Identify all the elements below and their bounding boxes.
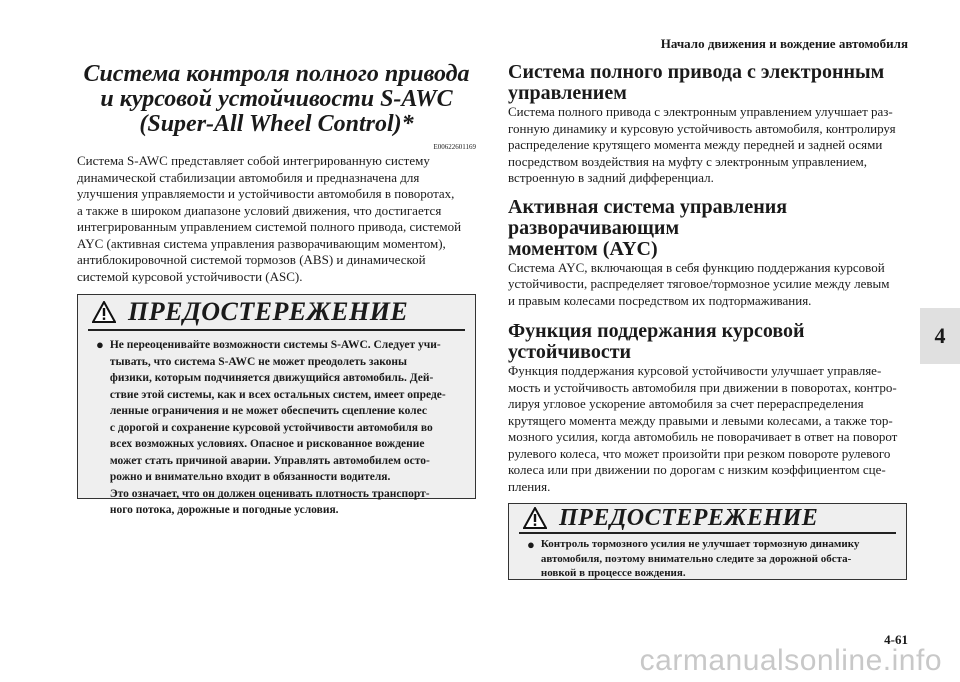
left-column (77, 61, 476, 516)
watermark: carmanualsonline.info (639, 644, 942, 677)
main-title (77, 62, 476, 137)
section-heading: Система полного привода с электронным управлением (508, 61, 885, 104)
warning-text: Не переоценивайте возможности системы S-AWC. Следует учи- тывать, что система S-AWC не может преодолеть законы физики, которым подчиняется движущийся автомобиль. Дей- ствие этой системы, как и всех остальных систем, имеет опреде- ленные ограничения и не может обеспечить сцепление колес с дорогой и сохранение курсовой устойчивости автомобиля во всех возможных условиях. Опасное и рискованное вождение может стать причиной аварии. Управлять автомобилем осто- рожно и внимательно входит в обязанности водителя. Это означает, что он должен оценивать плотность транспорт- ного потока, дорожные и погодные условия. (109, 339, 446, 516)
bullet-icon: ● (96, 337, 104, 352)
running-header: Начало движения и вождение автомобиля (660, 36, 908, 51)
intro-paragraph (77, 153, 476, 285)
document-code: E00622601169 (433, 143, 476, 151)
bullet-icon: ● (527, 537, 535, 552)
warning-text: Контроль тормозного усилия не улучшает тормозную динамику автомобиля, поэтому внимательно следите за дорожной обста- новкой в процессе вождения. (540, 538, 860, 579)
right-column (508, 62, 907, 580)
warning-title: ПРЕДОСТЕРЕЖЕНИЕ (559, 504, 819, 531)
text-line: интегрированным управлением системой полного привода, системой (77, 219, 462, 234)
section-heading: Функция поддержания курсовой устойчивости (508, 320, 805, 363)
text-line: AYC (активная система управления разворачивающим моментом), (77, 235, 446, 251)
text-line: антиблокировочной системой тормозов (ABS) и динамической (77, 252, 426, 267)
section-heading: Активная система управления разворачивающим моментом (AYC) (508, 195, 788, 260)
warning-triangle-icon (523, 507, 547, 529)
section-stability (508, 321, 907, 495)
warning-box-right (508, 503, 907, 580)
page-number: 4-61 (884, 632, 908, 647)
text-line: динамической стабилизации автомобиля и предназначена для (77, 169, 420, 185)
warning-title: ПРЕДОСТЕРЕЖЕНИЕ (128, 297, 409, 326)
section-body: Функция поддержания курсовой устойчивости улучшает управляе- мость и устойчивость автомобиля при движении в поворотах, контро- лируя угловое ускорение автомобиля за счет перераспределения крутящего момента между правыми и левыми колесами, а также тор- мозного усилия, когда автомобиль не поворачивает в ответ на поворот рулевого колеса, что может произойти при резком повороте рулевого колеса или при движении по дорогам с низким коэффициентом сце- пления. (508, 363, 898, 494)
warning-box-left (77, 294, 476, 516)
text-line: а также в широком диапазоне условий движения, что достигается (77, 202, 442, 218)
main-title-line: (Super-All Wheel Control)* (139, 111, 414, 137)
main-title-line: Система контроля полного привода (83, 61, 470, 87)
section-awd (508, 62, 907, 187)
warning-triangle-icon (92, 301, 116, 323)
main-title-line: и курсовой устойчивости S-AWC (100, 86, 453, 112)
text-line: Система S-AWC представляет собой интегрированную систему (77, 153, 430, 168)
chapter-tab: 4 (920, 308, 960, 364)
text-line: системой курсовой устойчивости (ASC). (77, 268, 303, 284)
section-body: Система AYC, включающая в себя функцию поддержания курсовой устойчивости, распределяет тяговое/тормозное усилие между левым и правым колесами посредством их подтормаживания. (508, 259, 890, 308)
section-body: Система полного привода с электронным управлением улучшает раз- гонную динамику и курсовую устойчивость автомобиля, контролируя распределение крутящего момента между передней и задней осями посредством воздействия на муфту с электронным управлением, встроенную в задний дифференциал. (508, 104, 896, 185)
section-ayc (508, 197, 907, 310)
text-line: улучшения управляемости и устойчивости автомобиля в поворотах, (77, 186, 455, 201)
